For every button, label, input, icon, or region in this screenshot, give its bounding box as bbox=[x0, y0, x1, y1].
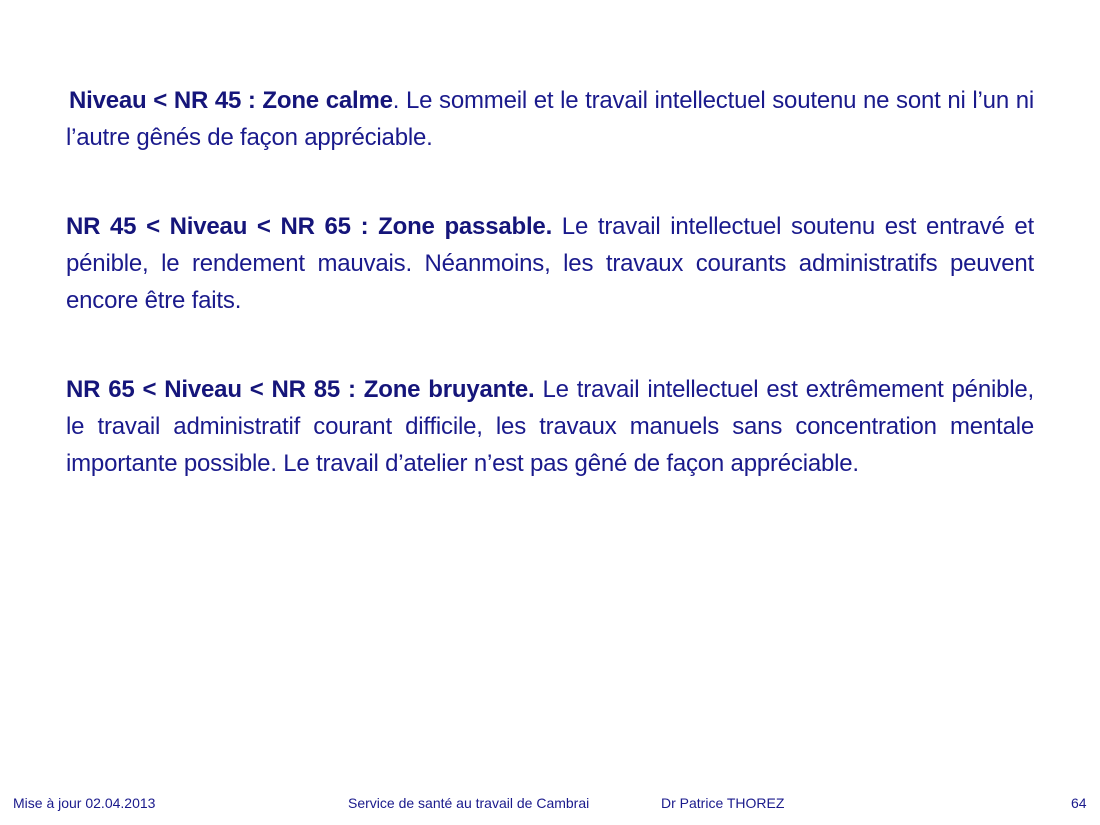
paragraph-lead: NR 45 < Niveau < NR 65 : Zone passable. bbox=[66, 213, 553, 240]
paragraph-zone-calme bbox=[66, 82, 1034, 156]
paragraph-body: Le travail intellectuel soutenu est entravé et pénible, le rendement mauvais. Néanmoins, les travaux courants administratifs peuvent encore être faits. bbox=[66, 213, 1034, 314]
paragraph-lead: NR 65 < Niveau < NR 85 : Zone bruyante. bbox=[66, 376, 535, 403]
footer-author: Dr Patrice THOREZ bbox=[661, 795, 785, 811]
page-number: 64 bbox=[1071, 795, 1087, 811]
paragraph-zone-bruyante bbox=[66, 371, 1034, 482]
paragraph-body: Le travail intellectuel est extrêmement pénible, le travail administratif courant difficile, les travaux manuels sans concentration mentale importante possible. Le travail d’atelier n’est pas gêné de façon appréciable. bbox=[66, 376, 1034, 477]
footer-date: Mise à jour 02.04.2013 bbox=[13, 795, 156, 811]
slide-body bbox=[66, 82, 1034, 482]
footer-service: Service de santé au travail de Cambrai bbox=[348, 795, 590, 811]
paragraph-lead: Niveau < NR 45 : Zone calme bbox=[69, 87, 393, 114]
slide-footer bbox=[0, 792, 1100, 816]
paragraph-zone-passable bbox=[66, 208, 1034, 319]
paragraph-body: . Le sommeil et le travail intellectuel soutenu ne sont ni l’un ni l’autre gênés de façon appréciable. bbox=[66, 87, 1034, 151]
